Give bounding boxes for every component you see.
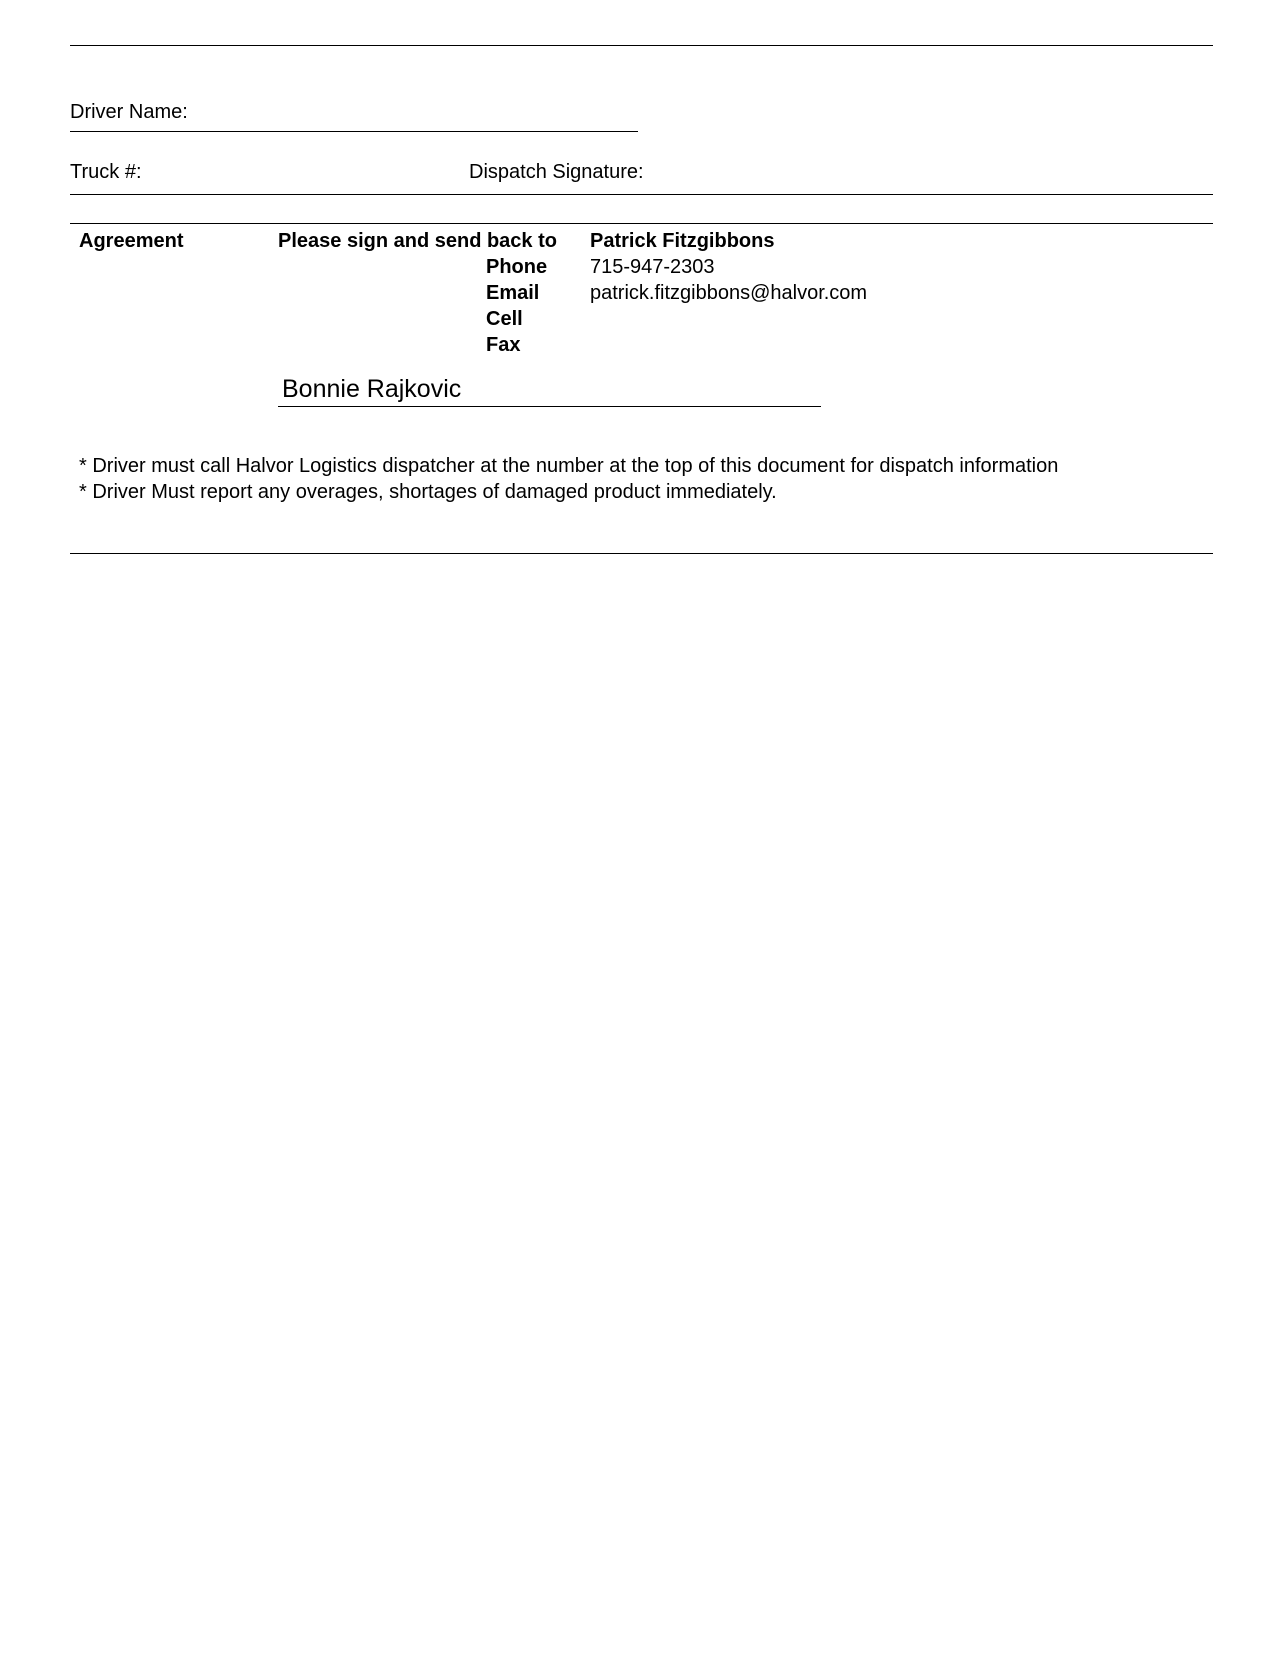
truck-number-label: Truck #: bbox=[70, 161, 142, 183]
truck-dispatch-line bbox=[70, 194, 1213, 195]
top-divider bbox=[70, 45, 1213, 46]
agreement-top-divider bbox=[70, 223, 1213, 224]
signature-name: Bonnie Rajkovic bbox=[282, 375, 462, 403]
bottom-divider bbox=[70, 553, 1213, 554]
note-report-damage: * Driver Must report any overages, shortages of damaged product immediately. bbox=[79, 481, 777, 503]
dispatch-signature-label: Dispatch Signature: bbox=[469, 161, 644, 183]
cell-label: Cell bbox=[486, 308, 523, 330]
send-back-label: Please sign and send back to bbox=[278, 230, 557, 252]
driver-name-label: Driver Name: bbox=[70, 101, 188, 123]
email-value: patrick.fitzgibbons@halvor.com bbox=[590, 282, 868, 304]
agreement-label: Agreement bbox=[79, 230, 184, 252]
contact-name: Patrick Fitzgibbons bbox=[590, 230, 775, 252]
phone-value: 715-947-2303 bbox=[590, 256, 715, 278]
signature-line bbox=[278, 406, 821, 407]
note-dispatch-call: * Driver must call Halvor Logistics dispatcher at the number at the top of this document for dispatch information bbox=[79, 455, 1059, 477]
driver-name-line bbox=[70, 131, 638, 132]
email-label: Email bbox=[486, 282, 540, 304]
fax-label: Fax bbox=[486, 334, 521, 356]
phone-label: Phone bbox=[486, 256, 548, 278]
